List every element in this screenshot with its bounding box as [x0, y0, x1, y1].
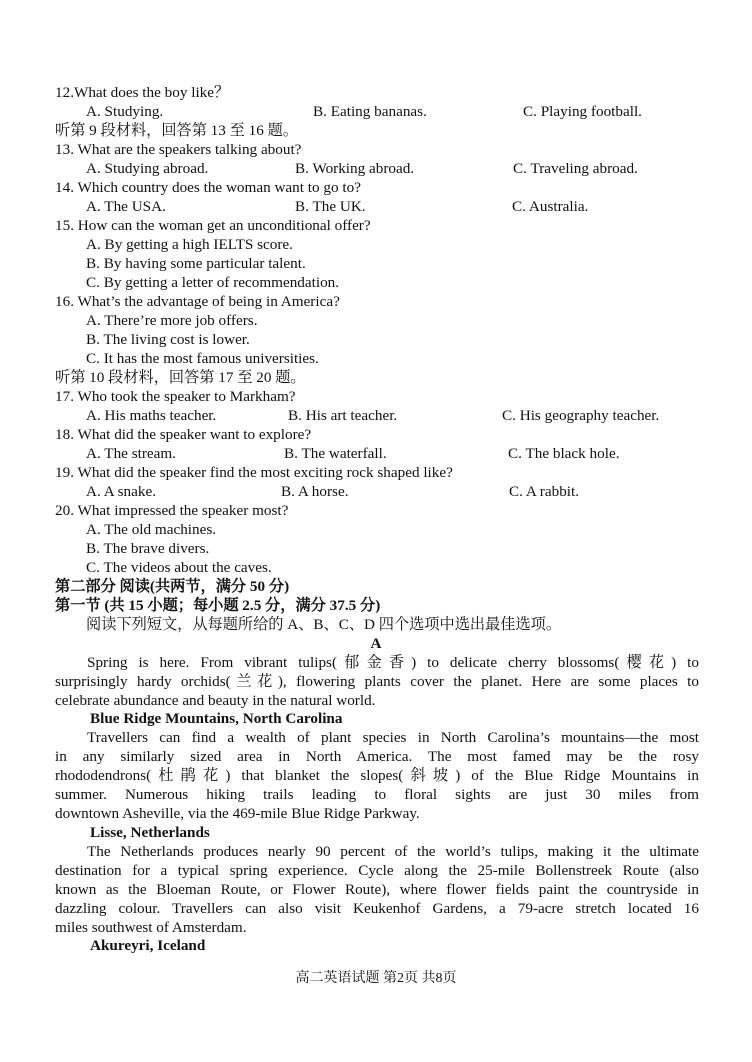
question-16-option-c: C. It has the most famous universities.: [86, 350, 319, 367]
question-12-options: [0, 102, 752, 121]
para2-line-3: known as the Bloeman Route, or Flower Route), where flower fields paint the countryside in: [55, 881, 699, 898]
option-a: A. Studying.: [86, 103, 164, 120]
heading-lisse: Lisse, Netherlands: [90, 824, 210, 841]
question-stem: 14. Which country does the woman want to go to?: [55, 179, 361, 196]
option-a: A. His maths teacher.: [86, 407, 217, 424]
question-20-option-c: C. The videos about the caves.: [86, 559, 272, 576]
option-a: A. The stream.: [86, 445, 176, 462]
option-c: C. Playing football.: [523, 103, 642, 120]
question-20-option-b: B. The brave divers.: [86, 540, 210, 557]
option-c: C. Traveling abroad.: [513, 160, 638, 177]
question-12: [0, 83, 752, 102]
question-14-options: [0, 197, 752, 216]
option-b: B. Working abroad.: [295, 160, 415, 177]
option-b: B. A horse.: [281, 483, 349, 500]
option-a: A. A snake.: [86, 483, 157, 500]
question-stem: 16. What’s the advantage of being in America?: [55, 293, 340, 310]
para2-line-4: dazzling colour. Travellers can also visit Keukenhof Gardens, a 79-acre stretch located 16: [55, 900, 699, 917]
part2-title: 第二部分 阅读(共两节，满分 50 分): [55, 578, 290, 595]
page-footer: 高二英语试题 第2页 共8页: [295, 971, 457, 986]
heading-akureyri: Akureyri, Iceland: [90, 937, 206, 954]
listening-instruction-10: 听第 10 段材料，回答第 17 至 20 题。: [55, 369, 306, 386]
question-stem: 19. What did the speaker find the most exciting rock shaped like?: [55, 464, 453, 481]
section1-title: 第一节 (共 15 小题；每小题 2.5 分，满分 37.5 分): [55, 597, 381, 614]
question-17: [0, 387, 752, 406]
question-15-option-c: C. By getting a letter of recommendation.: [86, 274, 340, 291]
question-stem: 20. What impressed the speaker most?: [55, 502, 289, 519]
para2-line-5: miles southwest of Amsterdam.: [55, 919, 247, 936]
question-15: [0, 216, 752, 235]
question-16-option-b: B. The living cost is lower.: [86, 331, 250, 348]
heading-blue-ridge: Blue Ridge Mountains, North Carolina: [90, 710, 343, 727]
passage-intro-line-3: celebrate abundance and beauty in the natural world.: [55, 692, 376, 709]
option-c: C. Australia.: [512, 198, 589, 215]
para1-line-3: rhododendrons(杜鹃花) that blanket the slopes(斜坡) of the Blue Ridge Mountains in: [55, 767, 699, 784]
question-stem: 12.What does the boy like？: [55, 84, 230, 101]
question-stem: 13. What are the speakers talking about?: [55, 141, 302, 158]
question-stem: 15. How can the woman get an unconditional offer?: [55, 217, 371, 234]
option-a: A. The USA.: [86, 198, 166, 215]
option-b: B. Eating bananas.: [313, 103, 427, 120]
para2-line-2: destination for a typical spring experience. Cycle along the 25-mile Bollenstreek Route (also: [55, 862, 699, 879]
question-13-options: [0, 159, 752, 178]
para1-line-2: in any similarly sized area in North America. The most famed may be the rosy: [55, 748, 699, 765]
passage-intro-line-2: surprisingly hardy orchids(兰花), flowering plants cover the planet. Here are some places to: [55, 673, 699, 690]
option-c: C. A rabbit.: [509, 483, 580, 500]
option-c: C. His geography teacher.: [502, 407, 660, 424]
passage-label: A: [370, 635, 382, 652]
question-16: [0, 292, 752, 311]
para1-line-4: summer. Numerous hiking trails leading to floral sights are just 30 miles from: [55, 786, 699, 803]
question-16-option-a: A. There’re more job offers.: [86, 312, 258, 329]
question-15-option-b: B. By having some particular talent.: [86, 255, 306, 272]
question-18: [0, 425, 752, 444]
question-20: [0, 501, 752, 520]
option-b: B. His art teacher.: [288, 407, 398, 424]
question-15-option-a: A. By getting a high IELTS score.: [86, 236, 293, 253]
option-c: C. The black hole.: [508, 445, 620, 462]
question-stem: 18. What did the speaker want to explore?: [55, 426, 312, 443]
question-17-options: [0, 406, 752, 425]
option-a: A. Studying abroad.: [86, 160, 209, 177]
reading-direction: 阅读下列短文，从每题所给的 A、B、C、D 四个选项中选出最佳选项。: [86, 616, 562, 633]
option-b: B. The waterfall.: [284, 445, 387, 462]
para2-line-1: The Netherlands produces nearly 90 percent of the world’s tulips, making it the ultimate: [87, 843, 699, 860]
para1-line-1: Travellers can find a wealth of plant species in North Carolina’s mountains—the most: [87, 729, 699, 746]
question-20-option-a: A. The old machines.: [86, 521, 217, 538]
question-19-options: [0, 482, 752, 501]
question-stem: 17. Who took the speaker to Markham?: [55, 388, 296, 405]
question-19: [0, 463, 752, 482]
passage-intro-line-1: Spring is here. From vibrant tulips(郁金香) to delicate cherry blossoms(樱花) to: [87, 654, 699, 671]
question-18-options: [0, 444, 752, 463]
para1-line-5: downtown Asheville, via the 469-mile Blue Ridge Parkway.: [55, 805, 420, 822]
listening-instruction-9: 听第 9 段材料，回答第 13 至 16 题。: [55, 122, 298, 139]
question-13: [0, 140, 752, 159]
question-14: [0, 178, 752, 197]
option-b: B. The UK.: [295, 198, 366, 215]
